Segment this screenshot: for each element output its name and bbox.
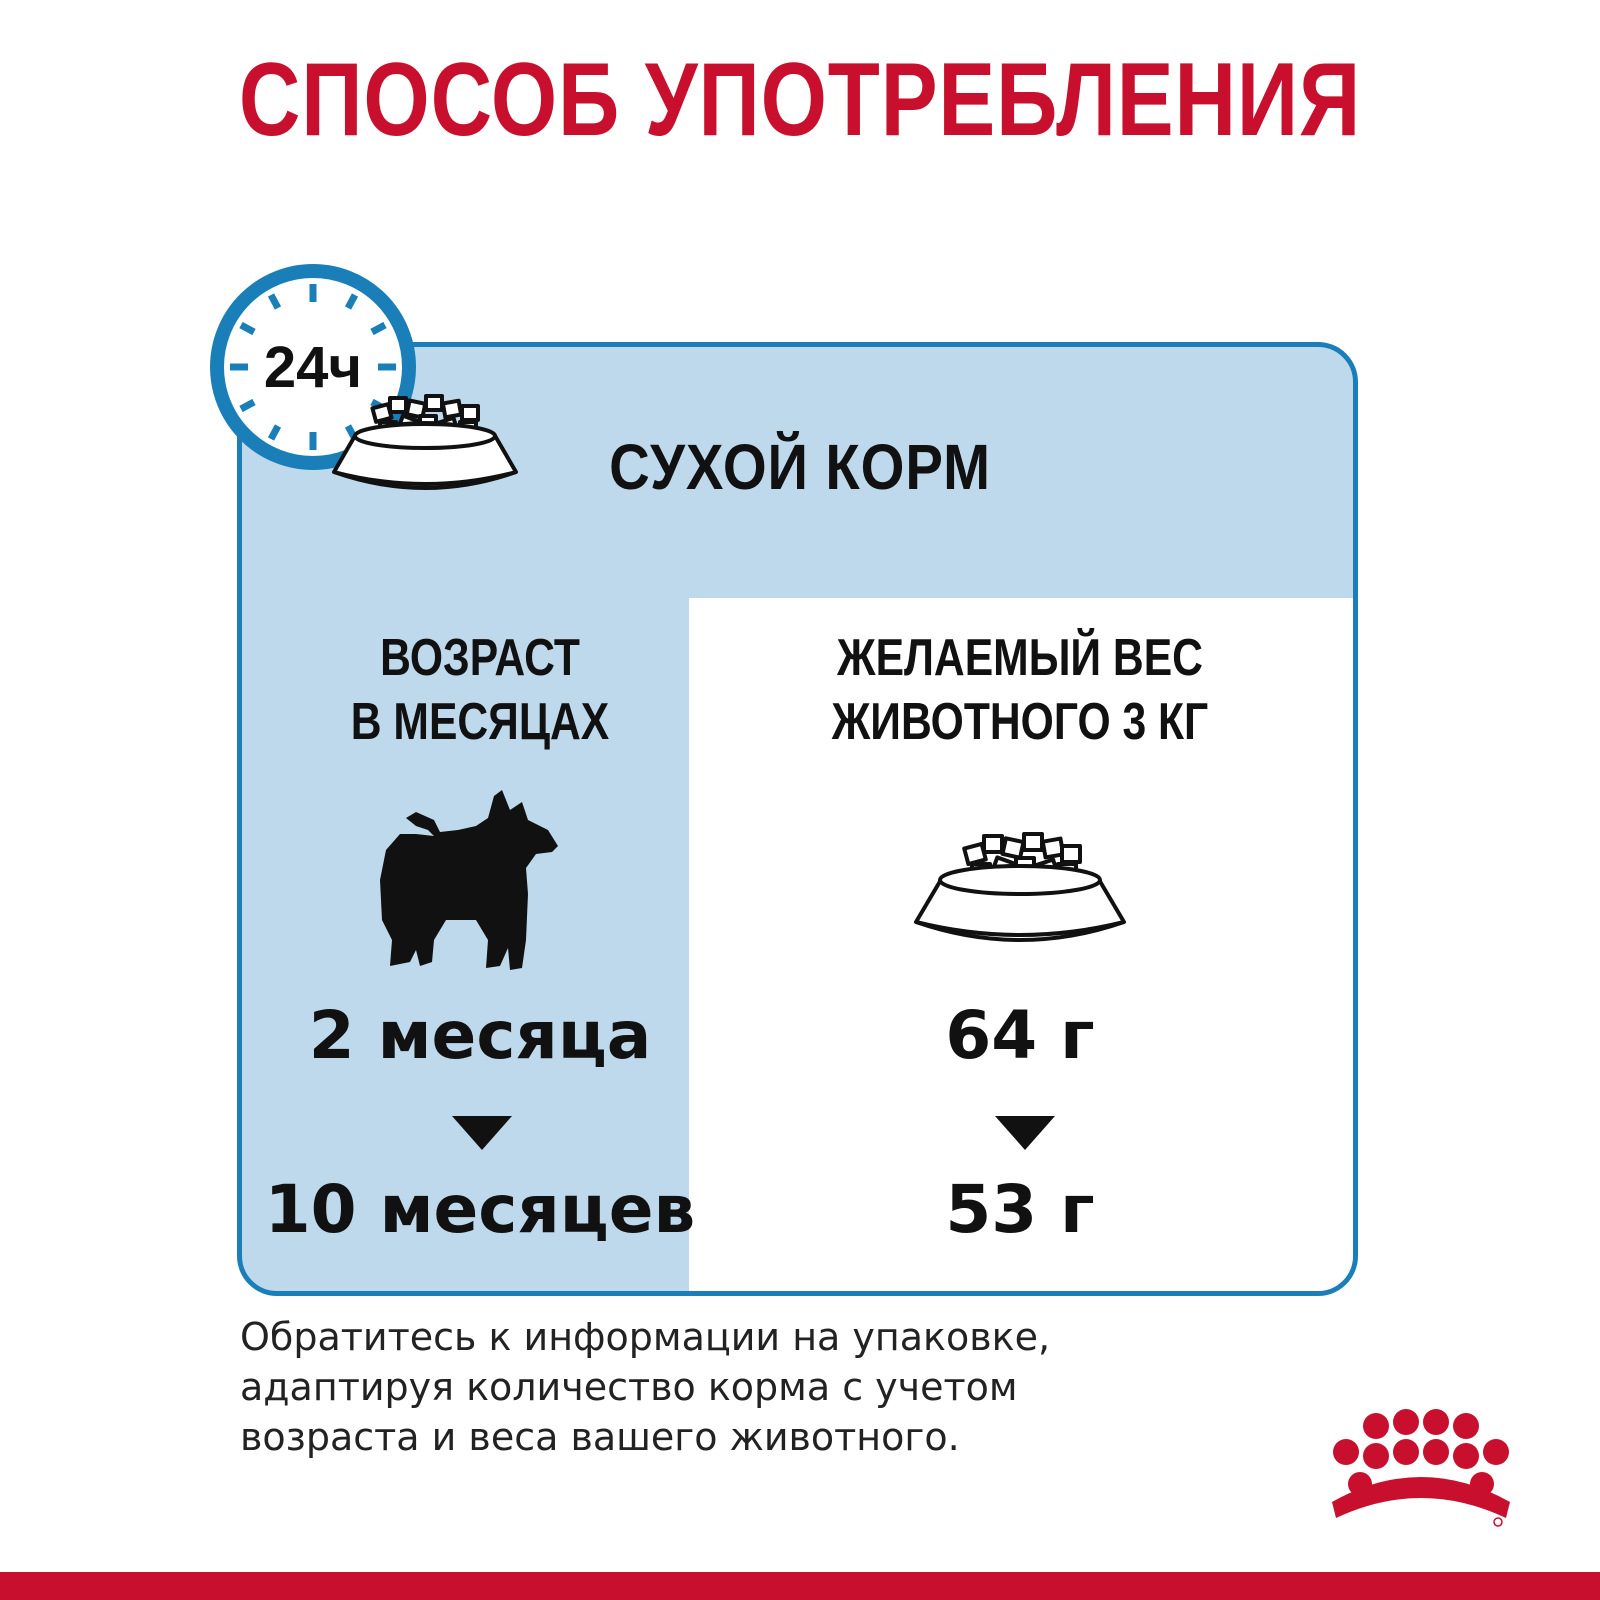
royal-canin-crown-logo [1316, 1412, 1526, 1532]
age-to: 10 месяцев [264, 1171, 696, 1248]
puppy-icon [376, 790, 566, 974]
weight-title-line2: ЖИВОТНОГО 3 КГ [831, 693, 1209, 751]
clock-label: 24ч [263, 335, 363, 400]
note-line: возраста и веса вашего животного. [240, 1415, 960, 1459]
arrow-down-icon [452, 1116, 512, 1150]
header-dry-food: СУХОЙ КОРМ [609, 431, 991, 503]
weight-title-line1: ЖЕЛАЕМЫЙ ВЕС [837, 629, 1203, 687]
feeding-note [240, 1312, 1140, 1462]
arrow-down-icon [995, 1116, 1055, 1150]
food-bowl-icon [900, 830, 1140, 958]
note-line: адаптируя количество корма с учетом [240, 1365, 1018, 1409]
page-title: СПОСОБ УПОТРЕБЛЕНИЯ [238, 42, 1362, 158]
portion-from: 64 г [945, 997, 1095, 1074]
age-title-line2: В МЕСЯЦАХ [350, 693, 610, 751]
bottom-bar [0, 1572, 1600, 1600]
age-title-line1: ВОЗРАСТ [380, 629, 580, 687]
food-bowl-icon [320, 392, 530, 504]
age-from: 2 месяца [308, 997, 652, 1074]
portion-to: 53 г [945, 1171, 1095, 1248]
note-line: Обратитесь к информации на упаковке, [240, 1315, 1051, 1359]
